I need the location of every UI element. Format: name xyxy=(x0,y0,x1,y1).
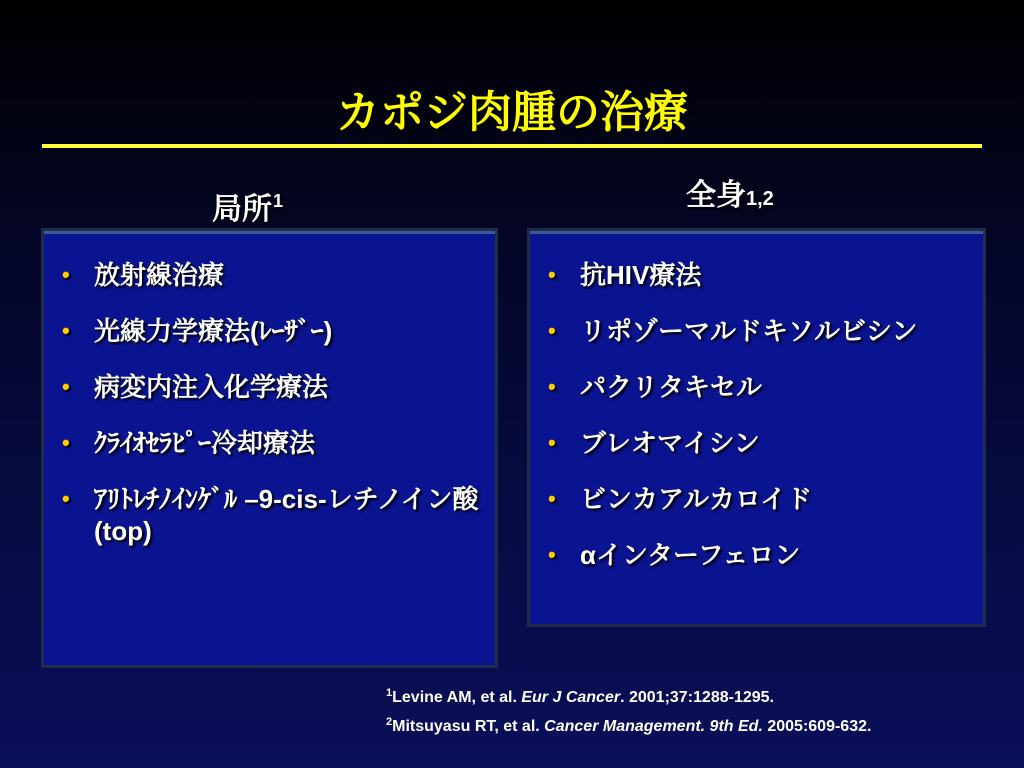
left-heading-text: 局所 xyxy=(212,193,272,226)
list-item xyxy=(62,315,482,347)
systemic-treatment-box xyxy=(527,228,986,627)
reference-2 xyxy=(386,710,871,739)
bullet-icon: • xyxy=(62,262,70,287)
references xyxy=(386,681,871,739)
list-item-text: パクリタキセル xyxy=(580,372,763,402)
list-item xyxy=(62,427,482,459)
bullet-icon: • xyxy=(548,430,556,455)
systemic-treatment-list xyxy=(548,259,968,595)
list-item-text: ブレオマイシン xyxy=(580,428,760,458)
reference-number: 1 xyxy=(386,687,393,699)
list-item-text: 抗HIV療法 xyxy=(580,260,702,290)
list-item xyxy=(548,539,968,571)
reference-journal-suffix: . xyxy=(620,689,625,706)
right-heading-footnote: 1,2 xyxy=(746,188,774,210)
list-item xyxy=(62,371,482,403)
list-item-text: 放射線治療 xyxy=(94,260,225,290)
bullet-icon: • xyxy=(62,374,70,399)
left-heading-footnote: 1 xyxy=(273,191,284,211)
bullet-icon: • xyxy=(548,486,556,511)
local-treatment-box xyxy=(41,228,498,668)
local-treatment-list xyxy=(62,259,482,571)
list-item-text: ｸﾗｲｵｾﾗﾋﾟｰ冷却療法 xyxy=(94,428,316,458)
right-column-heading xyxy=(686,170,774,214)
bullet-icon: • xyxy=(548,262,556,287)
list-item-text: ビンカアルカロイド xyxy=(580,484,813,514)
list-item-text: 病変内注入化学療法 xyxy=(94,372,329,402)
list-item xyxy=(62,483,482,547)
bullet-icon: • xyxy=(62,318,70,343)
bullet-icon: • xyxy=(548,542,556,567)
reference-details: 2005:609-632. xyxy=(767,718,872,735)
reference-authors: Levine AM, et al. xyxy=(392,689,517,706)
list-item xyxy=(62,259,482,291)
reference-authors: Mitsuyasu RT, et al. xyxy=(392,718,540,735)
reference-details: 2001;37:1288-1295. xyxy=(628,689,774,706)
bullet-icon: • xyxy=(62,430,70,455)
reference-number: 2 xyxy=(386,716,393,728)
list-item xyxy=(548,483,968,515)
slide-title: カポジ肉腫の治療 xyxy=(336,88,688,137)
bullet-icon: • xyxy=(62,486,70,511)
bullet-icon: • xyxy=(548,374,556,399)
list-item-text: αインターフェロン xyxy=(580,540,801,570)
list-item-text: 光線力学療法(ﾚｰｻﾞｰ) xyxy=(94,316,333,346)
reference-1 xyxy=(386,681,871,710)
bullet-icon: • xyxy=(548,318,556,343)
list-item xyxy=(548,427,968,459)
right-heading-text: 全身 xyxy=(686,179,746,212)
left-column-heading xyxy=(212,184,283,228)
list-item xyxy=(548,259,968,291)
list-item xyxy=(548,315,968,347)
reference-journal: Cancer Management. 9th Ed. xyxy=(544,718,763,735)
reference-journal: Eur J Cancer xyxy=(521,689,621,706)
title-rule xyxy=(42,144,982,148)
list-item-text: ｱﾘﾄﾚﾁﾉｲﾝｹﾞﾙ –9-cis-レチノイン酸 (top) xyxy=(94,484,479,546)
list-item-text: リポゾーマルドキソルビシン xyxy=(580,316,918,346)
list-item xyxy=(548,371,968,403)
